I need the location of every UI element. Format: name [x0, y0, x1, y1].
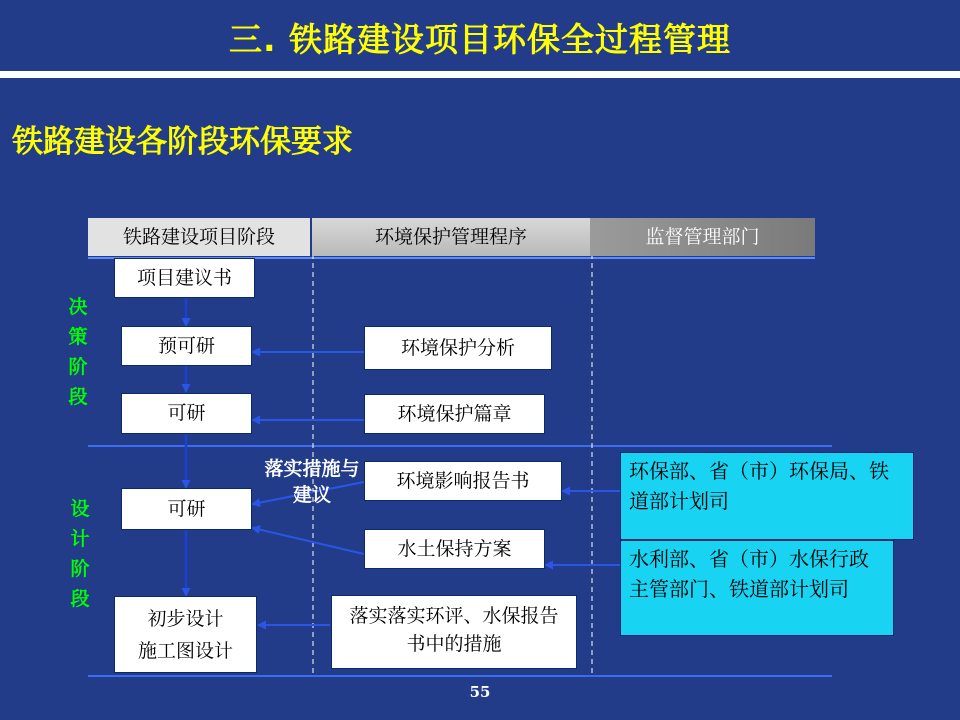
procedure-implement-measures-box: 落实落实环评、水保报告书中的措施: [331, 595, 577, 669]
step-feasibility-decision-box: 可研: [121, 393, 252, 434]
authority-water-resources-box: 水利部、省（市）水保行政主管部门、铁道部计划司: [620, 540, 894, 636]
implement-suggestions-note: 落实措施与建议: [264, 458, 360, 506]
header-supervising-authority: 监督管理部门: [590, 218, 815, 256]
section-subtitle: 铁路建设各阶段环保要求: [12, 124, 353, 160]
stage-design-label: [68, 494, 92, 614]
authority-env-protection-box: 环保部、省（市）环保局、铁道部计划司: [620, 452, 914, 540]
step-design-box: [114, 596, 257, 673]
header-env-procedure: 环境保护管理程序: [312, 218, 590, 256]
procedure-eia-report-box: 环境影响报告书: [364, 461, 562, 501]
arrow-soil-water-to-feasibility: [253, 528, 364, 554]
step-proposal-box: 项目建议书: [114, 258, 255, 298]
page-number: 55: [469, 683, 491, 701]
header-project-stage: 铁路建设项目阶段: [88, 218, 310, 256]
step-feasibility-design-box: 可研: [121, 488, 252, 530]
procedure-soil-water-plan-box: 水土保持方案: [364, 529, 545, 569]
stage-decision-text: 决策阶段: [68, 296, 88, 408]
procedure-env-chapter-box: 环境保护篇章: [364, 394, 545, 434]
stage-design-text: 设计阶段: [70, 498, 90, 610]
step-prefeasibility-box: 预可研: [121, 326, 252, 366]
step-preliminary-design: 初步设计: [147, 608, 224, 630]
step-construction-design: 施工图设计: [137, 640, 233, 662]
page-title: 三. 铁路建设项目环保全过程管理: [228, 20, 732, 59]
stage-decision-label: [66, 292, 90, 412]
procedure-env-analysis-box: 环境保护分析: [364, 326, 552, 370]
